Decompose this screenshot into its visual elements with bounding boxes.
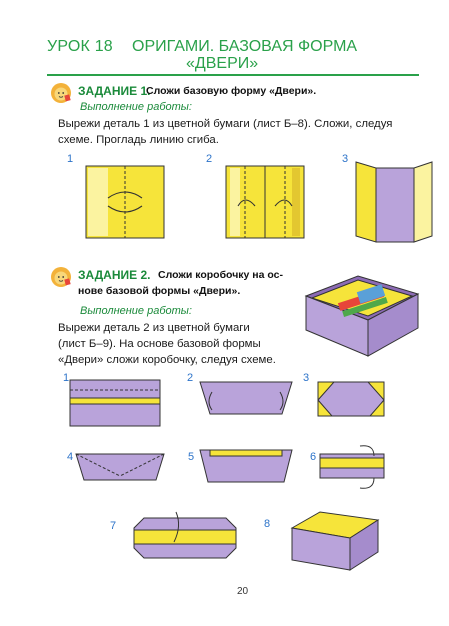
task1-label: ЗАДАНИЕ 1. (78, 84, 151, 98)
task2-line2: (лист Б–9). На основе базовой формы (58, 338, 261, 350)
task2-step-7-number: 7 (110, 520, 117, 532)
task2-text-line2: нове базовой формы «Двери». (78, 285, 241, 297)
lesson-number: УРОК 18 (47, 38, 113, 55)
task2-text-line1: Сложи коробочку на ос- (158, 269, 284, 281)
task2-step6-sheet (320, 446, 384, 489)
task1-step3-sheet (356, 162, 432, 242)
task2-step-1-number: 1 (63, 372, 70, 384)
lion-task-icon (50, 82, 72, 104)
task1-step-2-number: 2 (206, 153, 213, 165)
task2-step3-sheet (318, 382, 384, 416)
task2-step1-sheet (70, 380, 160, 426)
task2-step-5-number: 5 (188, 451, 195, 463)
task2-line3: «Двери» сложи коробочку, следуя схеме. (58, 354, 276, 366)
task1-step-1-number: 1 (67, 153, 74, 165)
task1-text: Сложи базовую форму «Двери». (146, 85, 317, 97)
task1-line1: Вырежи деталь 1 из цветной бумаги (лист Б–8). Сложи, следуя (58, 118, 393, 130)
task1-step1-sheet (86, 166, 164, 238)
task2-step4-sheet (76, 454, 164, 480)
task2-step2-sheet (200, 382, 292, 414)
lion-task-icon (50, 266, 72, 288)
task2-step5-sheet (200, 450, 292, 482)
task2-step7-sheet (134, 512, 236, 558)
page-number: 20 (237, 586, 249, 597)
lesson-title-line1: ОРИГАМИ. БАЗОВАЯ ФОРМА (132, 38, 358, 55)
task1-diagram (60, 158, 440, 248)
task1-subtitle: Выполнение работы: (80, 101, 192, 113)
header-rule (47, 74, 419, 76)
task1-line2: схеме. Прогладь линию сгиба. (58, 134, 219, 146)
task2-diagram (60, 370, 390, 585)
lesson-title-line2: «ДВЕРИ» (186, 55, 259, 72)
task2-step-4-number: 4 (67, 451, 74, 463)
task2-step-6-number: 6 (310, 451, 317, 463)
task2-subtitle: Выполнение работы: (80, 305, 192, 317)
task2-label: ЗАДАНИЕ 2. (78, 268, 151, 282)
task1-step-3-number: 3 (342, 153, 349, 165)
task2-step-2-number: 2 (187, 372, 194, 384)
task2-step-8-number: 8 (264, 518, 271, 530)
task2-step-3-number: 3 (303, 372, 310, 384)
task2-step8-sheet (292, 512, 378, 570)
task1-step2-sheet (226, 166, 304, 238)
task2-line1: Вырежи деталь 2 из цветной бумаги (58, 322, 250, 334)
finished-box-illustration (298, 266, 423, 361)
